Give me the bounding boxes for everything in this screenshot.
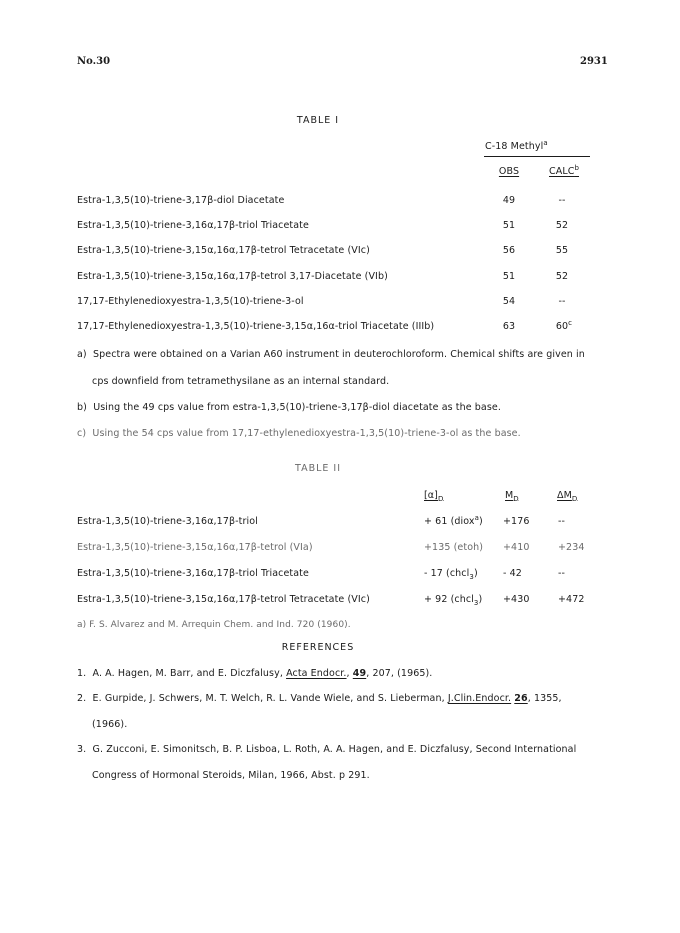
table2-row-3-md: - 42 bbox=[503, 568, 522, 579]
table1-row-1-obs: 49 bbox=[502, 195, 516, 206]
table2-col-delta-md: $\Delta M_D$ bbox=[557, 490, 578, 503]
table2-footnote: a) F. S. Alvarez and M. Arrequin Chem. and Ind. 720 (1960). bbox=[77, 620, 351, 630]
table2-row-4-md: +430 bbox=[503, 594, 530, 605]
table2-row-3-alpha: - 17 (chcl$_3$) bbox=[424, 568, 478, 581]
table2-row-2-md: +410 bbox=[503, 542, 530, 553]
reference-1-volume: 49 bbox=[352, 668, 367, 679]
table1-row-5-compound: 17,17-Ethylenedioxyestra-1,3,5(10)-triene-3-ol bbox=[77, 296, 304, 307]
table1-row-3-compound: Estra-1,3,5(10)-triene-3,15α,16α,17β-tetrol Tetracetate (VIc) bbox=[77, 245, 370, 256]
table2-row-1-delta-md: -- bbox=[558, 516, 566, 527]
table2-row-1-md: +176 bbox=[503, 516, 530, 527]
table1-col-calc: CALC$^b$ bbox=[548, 163, 580, 177]
table1-group-rule bbox=[484, 156, 590, 157]
reference-2: 2. E. Gurpide, J. Schwers, M. T. Welch, R. L. Vande Wiele, and S. Lieberman, J.Clin.Endocr. 26, 1355, bbox=[77, 693, 562, 704]
table1-group-header: C-18 Methyl$^a$ bbox=[485, 138, 548, 152]
table1-row-3-calc: 55 bbox=[555, 245, 569, 256]
reference-2-volume: 26 bbox=[514, 693, 528, 704]
table2-row-2-delta-md: +234 bbox=[558, 542, 585, 553]
table2-row-4-alpha: + 92 (chcl$_3$) bbox=[424, 594, 483, 607]
running-header-left: No.30 bbox=[77, 56, 111, 67]
reference-1-journal: Acta Endocr. bbox=[286, 668, 347, 679]
table1-row-6-obs: 63 bbox=[502, 321, 516, 332]
table2-row-4-compound: Estra-1,3,5(10)-triene-3,15α,16α,17β-tetrol Tetracetate (VIc) bbox=[77, 594, 370, 605]
references-title: REFERENCES bbox=[281, 642, 355, 653]
table1-row-4-calc: 52 bbox=[555, 271, 569, 282]
table2-row-2-compound: Estra-1,3,5(10)-triene-3,15α,16α,17β-tetrol (VIa) bbox=[77, 542, 313, 553]
reference-3: 3. G. Zucconi, E. Simonitsch, B. P. Lisboa, L. Roth, A. A. Hagen, and E. Diczfalusy, Second International bbox=[77, 744, 577, 755]
table1-note-a: a) Spectra were obtained on a Varian A60 instrument in deuterochloroform. Chemical shifts are given in bbox=[77, 349, 585, 360]
table2-row-1-compound: Estra-1,3,5(10)-triene-3,16α,17β-triol bbox=[77, 516, 258, 527]
table1-note-b: b) Using the 49 cps value from estra-1,3,5(10)-triene-3,17β-diol diacetate as the base. bbox=[77, 402, 501, 413]
table1-row-2-calc: 52 bbox=[555, 220, 569, 231]
table2-row-4-delta-md: +472 bbox=[558, 594, 585, 605]
table1-row-3-obs: 56 bbox=[502, 245, 516, 256]
table2-col-alpha: $[\alpha]_D$ bbox=[424, 490, 444, 503]
table1-row-4-compound: Estra-1,3,5(10)-triene-3,15α,16α,17β-tetrol 3,17-Diacetate (VIb) bbox=[77, 271, 388, 282]
table1-row-2-obs: 51 bbox=[502, 220, 516, 231]
table1-row-5-calc: -- bbox=[558, 296, 566, 307]
table1-row-2-compound: Estra-1,3,5(10)-triene-3,16α,17β-triol Triacetate bbox=[77, 220, 309, 231]
table2-row-3-delta-md: -- bbox=[558, 568, 566, 579]
table1-col-obs: OBS bbox=[498, 166, 520, 177]
table1-row-1-calc: -- bbox=[558, 195, 566, 206]
reference-3-cont: Congress of Hormonal Steroids, Milan, 1966, Abst. p 291. bbox=[92, 770, 370, 781]
table2-title: TABLE II bbox=[295, 463, 341, 474]
table2-row-2-alpha: +135 (etoh) bbox=[424, 542, 484, 553]
table2-row-1-alpha: + 61 (diox$^a$) bbox=[424, 513, 483, 527]
reference-1: 1. A. A. Hagen, M. Barr, and E. Diczfalusy, Acta Endocr., 49, 207, (1965). bbox=[77, 668, 433, 679]
table1-row-1-compound: Estra-1,3,5(10)-triene-3,17β-diol Diacetate bbox=[77, 195, 285, 206]
table2-col-md: $M_D$ bbox=[505, 490, 519, 503]
page-number: 2931 bbox=[580, 56, 608, 67]
reference-2-cont: (1966). bbox=[92, 719, 128, 730]
table1-row-6-compound: 17,17-Ethylenedioxyestra-1,3,5(10)-triene-3,15α,16α-triol Triacetate (IIIb) bbox=[77, 321, 435, 332]
table1-title: TABLE I bbox=[296, 115, 340, 126]
table1-row-5-obs: 54 bbox=[502, 296, 516, 307]
table1-note-a-cont: cps downfield from tetramethysilane as an internal standard. bbox=[92, 376, 390, 387]
reference-2-journal: J.Clin.Endocr. bbox=[447, 693, 512, 704]
table2-row-3-compound: Estra-1,3,5(10)-triene-3,16α,17β-triol Triacetate bbox=[77, 568, 309, 579]
table1-row-4-obs: 51 bbox=[502, 271, 516, 282]
table1-note-c: c) Using the 54 cps value from 17,17-ethylenedioxyestra-1,3,5(10)-triene-3-ol as the base. bbox=[77, 428, 521, 439]
table1-row-6-calc: 60$^c$ bbox=[555, 318, 573, 332]
